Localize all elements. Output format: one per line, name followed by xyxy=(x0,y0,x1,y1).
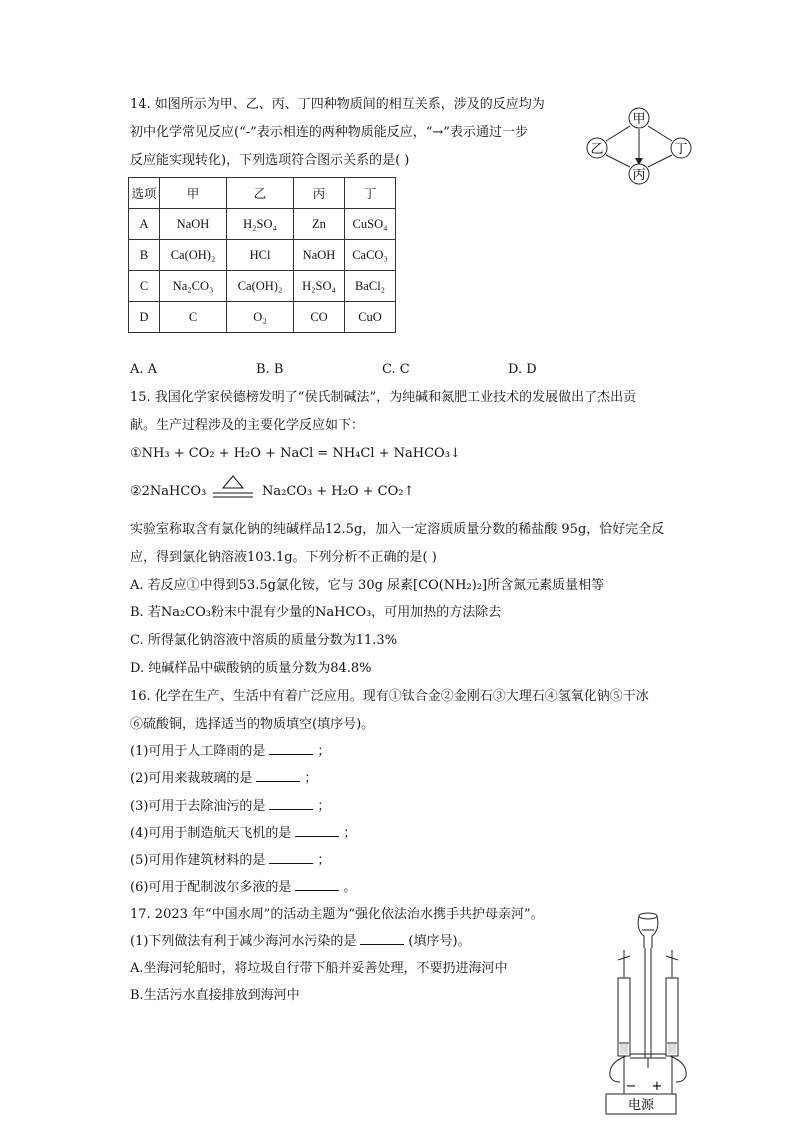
q16-item-text: (3)可用于去除油污的是 xyxy=(130,799,266,814)
table-cell: H₂SO₄ xyxy=(294,271,345,302)
q16-item-text: (4)可用于制造航天飞机的是 xyxy=(130,826,292,841)
q15-line4: 应，得到氯化钠溶液103.1g。下列分析不正确的是( ) xyxy=(130,550,437,565)
table-cell: B xyxy=(129,240,160,271)
q15-line3: 实验室称取含有氯化钠的纯碱样品12.5g，加入一定溶质质量分数的稀盐酸 95g，恰好完全反 xyxy=(130,522,665,537)
q16-item-punct: ； xyxy=(304,771,318,786)
table-cell: CO xyxy=(294,302,345,333)
edge-jia-ding xyxy=(648,126,672,141)
table-cell: Ca(OH)₂ xyxy=(227,271,294,302)
q16-item-text: (2)可用来裁玻璃的是 xyxy=(130,771,253,786)
table-row xyxy=(129,209,396,240)
q14-choice-b[interactable]: B. B xyxy=(256,362,284,377)
table-cell: O₂ xyxy=(227,302,294,333)
q16-item-1 xyxy=(130,742,330,762)
table-cell: CuO xyxy=(345,302,396,333)
table-header-cell: 乙 xyxy=(227,178,294,209)
answer-blank[interactable] xyxy=(295,824,339,837)
table-header-row xyxy=(129,178,396,209)
answer-blank[interactable] xyxy=(269,742,313,755)
q16-line1: 16. 化学在生产、生活中有着广泛应用。现有①钛合金②金刚石③大理石④氢氧化钠⑤干冰 xyxy=(130,689,649,704)
q14-options-table xyxy=(128,177,396,333)
table-cell: C xyxy=(160,302,227,333)
table-cell: HCl xyxy=(227,240,294,271)
table-row xyxy=(129,271,396,302)
q16-item-4 xyxy=(130,824,356,844)
q16-item-punct: ； xyxy=(317,853,331,868)
q16-item-punct: ； xyxy=(343,826,357,841)
edge-jia-yi xyxy=(606,126,630,141)
table-row xyxy=(129,240,396,271)
q16-item-5 xyxy=(130,851,330,871)
electrolysis-apparatus-illustration xyxy=(598,908,698,1118)
answer-blank[interactable] xyxy=(295,878,339,891)
table-header-cell: 丙 xyxy=(294,178,345,209)
table-cell: Zn xyxy=(294,209,345,240)
plus-sign: + xyxy=(651,1079,663,1094)
q15-option-d[interactable]: D. 纯碱样品中碳酸钠的质量分数为84.8% xyxy=(130,661,372,676)
answer-blank[interactable] xyxy=(360,932,404,945)
answer-blank[interactable] xyxy=(269,851,313,864)
table-cell: CuSO₄ xyxy=(345,209,396,240)
table-cell: C xyxy=(129,271,160,302)
q15-option-a[interactable]: A. 若反应①中得到53.5g氯化铵，它与 30g 尿素[CO(NH₂)₂]所含氮元素质量相等 xyxy=(130,578,605,593)
q17-line1: 17. 2023 年“中国水周”的活动主题为“强化依法治水携手共护母亲河”。 xyxy=(130,907,544,922)
q17-line2 xyxy=(130,932,471,952)
table-cell: Ca(OH)₂ xyxy=(160,240,227,271)
q16-line2: ⑥硫酸铜，选择适当的物质填空(填序号)。 xyxy=(130,717,375,732)
label-yi: 乙 xyxy=(590,142,604,157)
q14-choice-d[interactable]: D. D xyxy=(508,362,537,377)
table-header-cell: 选项 xyxy=(129,178,160,209)
power-source-label: 电源 xyxy=(627,1098,655,1113)
label-ding: 丁 xyxy=(674,142,688,157)
table-row xyxy=(129,302,396,333)
q15-option-c[interactable]: C. 所得氯化钠溶液中溶质的质量分数为11.3% xyxy=(130,633,398,648)
q16-item-punct: 。 xyxy=(343,880,357,895)
edge-ding-bing xyxy=(648,155,672,167)
table-cell: A xyxy=(129,209,160,240)
q17-option-b[interactable]: B.生活污水直接排放到海河中 xyxy=(130,988,300,1003)
q16-item-text: (6)可用于配制波尔多液的是 xyxy=(130,880,292,895)
minus-sign: − xyxy=(625,1079,637,1094)
q17-option-a[interactable]: A.坐海河轮船时，将垃圾自行带下船并妥善处理，不要扔进海河中 xyxy=(130,961,508,976)
table-cell: NaOH xyxy=(160,209,227,240)
q16-item-punct: ； xyxy=(317,744,331,759)
q16-item-2 xyxy=(130,769,317,789)
answer-blank[interactable] xyxy=(269,797,313,810)
table-cell: CaCO₃ xyxy=(345,240,396,271)
q16-item-text: (5)可用作建筑材料的是 xyxy=(130,853,266,868)
q14-line3: 反应能实现转化)，下列选项符合图示关系的是( ) xyxy=(130,153,410,168)
edge-yi-bing xyxy=(606,155,630,167)
label-bing: 丙 xyxy=(632,168,646,183)
heat-condition-icon xyxy=(213,474,253,503)
q17-line2-suffix: (填序号)。 xyxy=(408,934,471,949)
q14-line2: 初中化学常见反应(“-”表示相连的两种物质能反应，“→”表示通过一步 xyxy=(130,125,528,140)
table-header-cell: 丁 xyxy=(345,178,396,209)
q15-equation-2-left: ②2NaHCO₃ xyxy=(130,484,207,499)
q14-choice-a[interactable]: A. A xyxy=(130,362,158,377)
answer-blank[interactable] xyxy=(256,769,300,782)
q17-line2-text: (1)下列做法有利于减少海河水污染的是 xyxy=(130,934,357,949)
table-cell: NaOH xyxy=(294,240,345,271)
q15-equation-2-right: Na₂CO₃ + H₂O + CO₂↑ xyxy=(262,484,415,499)
label-jia: 甲 xyxy=(632,112,646,127)
q15-line1: 15. 我国化学家侯德榜发明了“侯氏制碱法”，为纯碱和氮肥工业技术的发展做出了杰出贡 xyxy=(130,390,637,405)
q14-choice-c[interactable]: C. C xyxy=(382,362,410,377)
q15-line2: 献。生产过程涉及的主要化学反应如下： xyxy=(130,418,365,433)
table-cell: Na₂CO₃ xyxy=(160,271,227,302)
table-cell: D xyxy=(129,302,160,333)
q14-line1: 14. 如图所示为甲、乙、丙、丁四种物质间的相互关系，涉及的反应均为 xyxy=(130,97,545,112)
q15-option-b[interactable]: B. 若Na₂CO₃粉末中混有少量的NaHCO₃，可用加热的方法除去 xyxy=(130,605,502,620)
q16-item-text: (1)可用于人工降雨的是 xyxy=(130,744,266,759)
table-header-cell: 甲 xyxy=(160,178,227,209)
table-cell: H₂SO₄ xyxy=(227,209,294,240)
table-cell: BaCl₂ xyxy=(345,271,396,302)
q14-relation-diagram xyxy=(585,103,695,185)
q16-item-6 xyxy=(130,878,356,898)
q16-item-3 xyxy=(130,797,330,817)
q16-item-punct: ； xyxy=(317,799,331,814)
q15-equation-1: ①NH₃ + CO₂ + H₂O + NaCl = NH₄Cl + NaHCO₃↓ xyxy=(130,446,461,461)
